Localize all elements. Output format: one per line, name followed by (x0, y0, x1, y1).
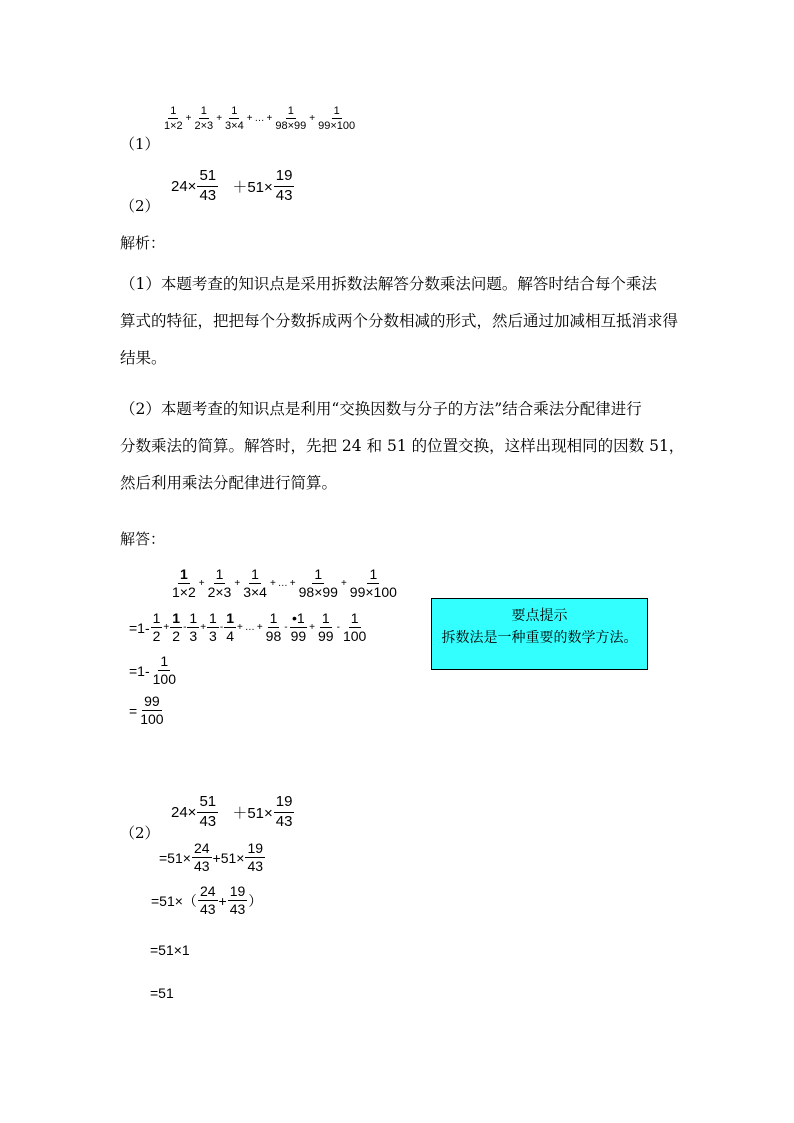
solution-2-step-1: =51× $\frac{24}{43}$ +51× $\frac{19}{43}$ (159, 840, 264, 875)
solution-2-expression: 24× $\frac{51}{43}$ ＋51× $\frac{19}{43}$ (171, 793, 293, 830)
problem-2-label: （2） (120, 197, 160, 215)
callout-title: 要点提示 (511, 608, 568, 624)
solution-2-step-2: =51×（ $\frac{24}{43}$ + $\frac{19}{43}$ ） (151, 883, 263, 918)
problem-1-expression: $\frac{1}{1\times 2}$ + $\frac{1}{2\times 3}$ + $\frac{1}{3\times 4}$ + … + $\frac{1}{98\times 99}$ + $\frac{1}{99\times 100}$ (164, 105, 356, 133)
problem-2-expression: 24× $\frac{51}{43}$ ＋51× $\frac{19}{43}$ (171, 167, 293, 204)
callout-text: 拆数法是一种重要的数学方法。 (441, 630, 638, 646)
problem-1-label: （1） (120, 135, 160, 153)
key-point-callout (431, 598, 648, 670)
analysis-heading: 解析： (120, 234, 166, 252)
analysis-paragraph-2: （2）本题考查的知识点是利用“交换因数与分子的方法”结合乘法分配律进行 分数乘法的简算。解答时，先把 24 和 51 的位置交换，这样出现相同的因数 51， 然后利用乘法分配律进行简算。 (120, 400, 685, 492)
answer-heading: 解答： (120, 530, 166, 548)
solution-1-result: = $\frac{99}{100}$ (129, 693, 164, 728)
solution-2-step-3: =51×1 (150, 942, 190, 958)
solution-1-line-1: $\frac{1}{1\times 2}$ + $\frac{1}{2\times 3}$ + $\frac{1}{3\times 4}$ + … + $\frac{1}{98\times 99}$ + $\frac{1}{99\times 100}$ (172, 566, 397, 601)
analysis-paragraph-1: （1）本题考查的知识点是采用拆数法解答分数乘法问题。解答时结合每个乘法 算式的特征，把把每个分数拆成两个分数相减的形式，然后通过加减相互抵消求得 结果。 (120, 275, 679, 367)
solution-1-line-3: =1- $\frac{1}{100}$ (129, 653, 176, 688)
solution-2-step-4: =51 (150, 985, 174, 1001)
solution-2-label: （2） (120, 824, 160, 842)
solution-1-line-2: =1- $\frac{1}{2}$ + $\frac{1}{2}$ - $\frac{1}{3}$ + $\frac{1}{3}$ - $\frac{1}{4}$ + … + $\frac{1}{98}$ - $\frac{•1}{99}$ + $\frac{1}{99}$ - $\frac{1}{100}$ (129, 610, 367, 645)
